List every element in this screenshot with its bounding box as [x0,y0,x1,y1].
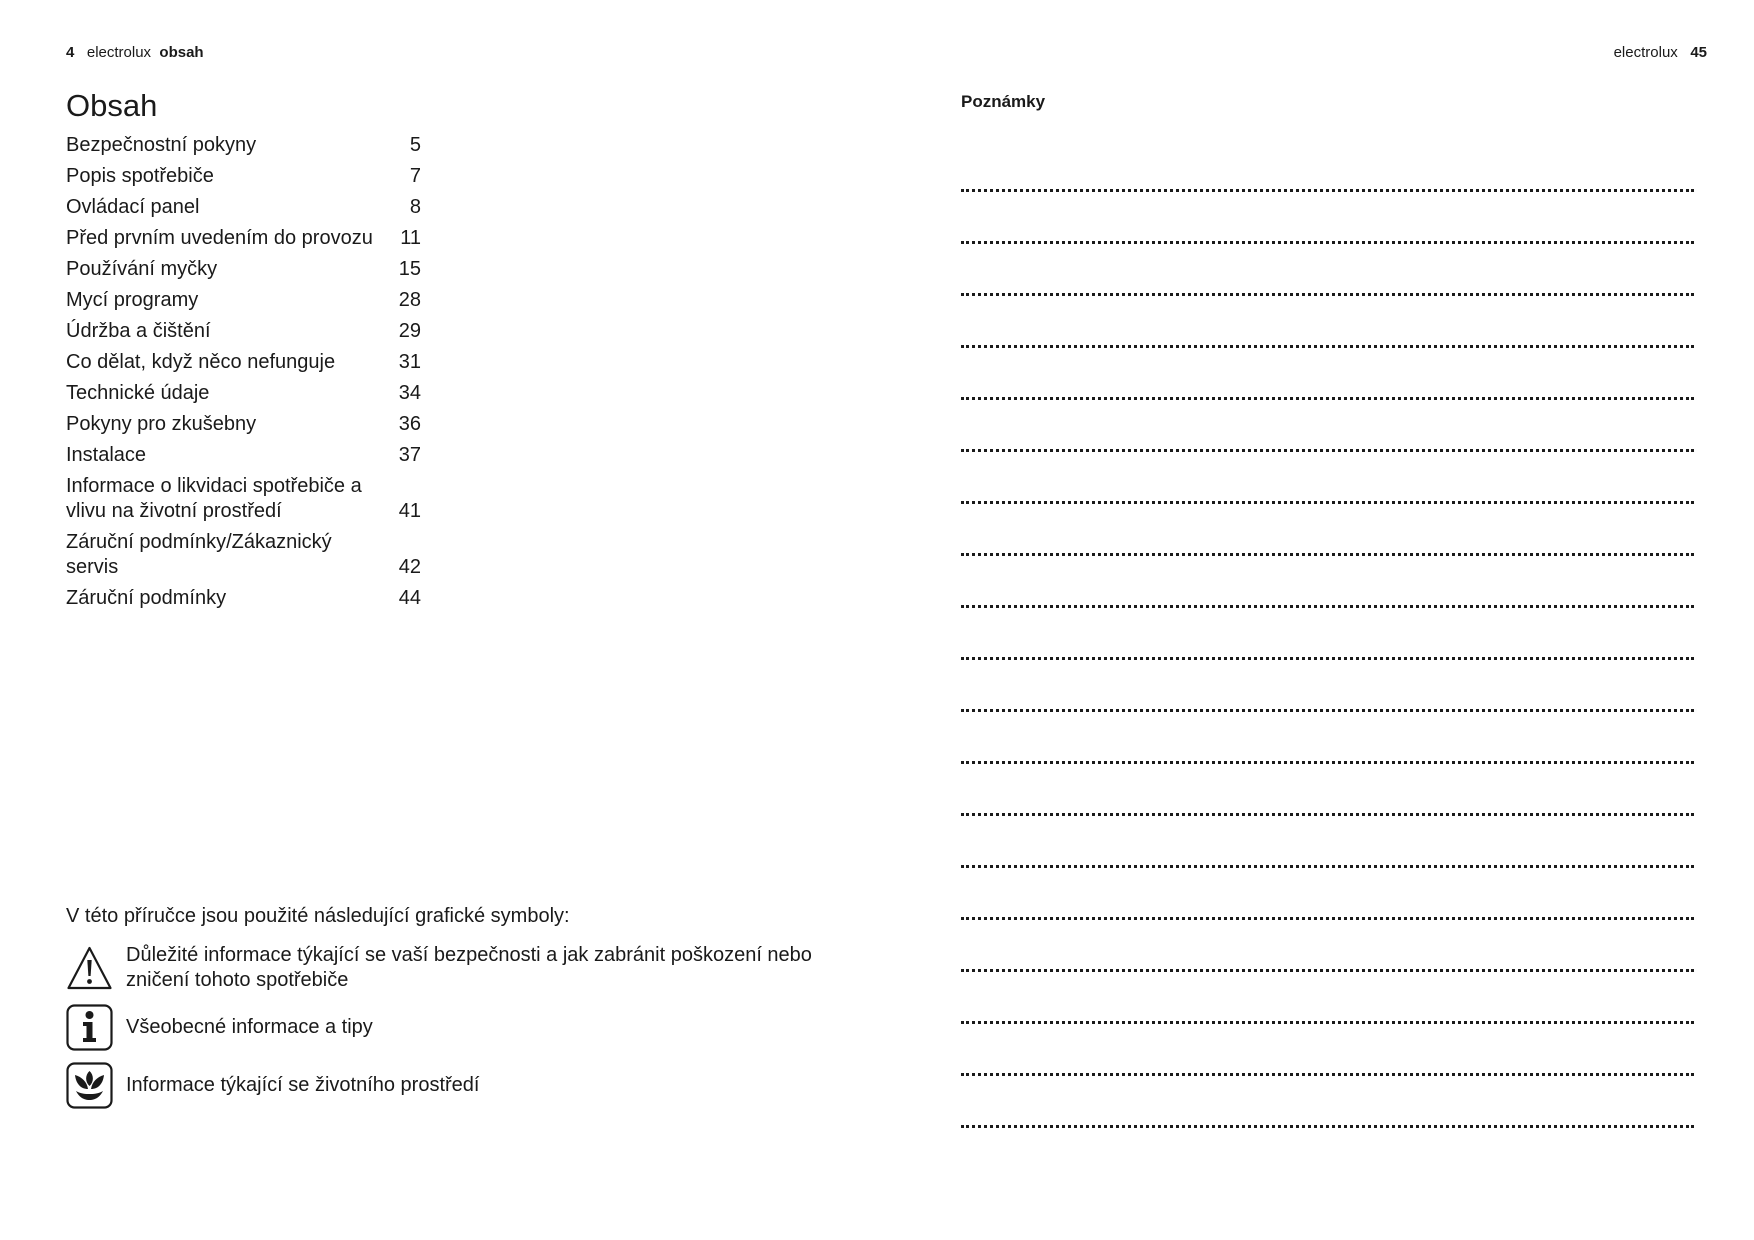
toc-item-label: Pokyny pro zkušebny [66,413,257,435]
symbol-text-info: Všeobecné informace a tipy [126,1016,373,1038]
note-line [961,972,1694,1024]
right-header-brand: electrolux [1613,44,1678,61]
table-of-contents [66,133,421,617]
toc-item-label: Záruční podmínky [66,587,227,609]
toc-item[interactable] [66,226,421,251]
left-page-header [66,44,204,61]
right-page-header [1614,44,1707,61]
toc-item-page: 41 [398,500,421,522]
note-line [961,660,1694,712]
toc-item-label: Bezpečnostní pokyny [66,134,257,156]
note-line [961,1076,1694,1128]
toc-item-page: 7 [409,165,421,187]
toc-item[interactable] [66,288,421,313]
toc-item-label: Ovládací panel [66,196,200,218]
toc-item-page: 31 [398,351,421,373]
toc-item-page: 28 [398,289,421,311]
note-line [961,192,1694,244]
toc-item-label: Před prvním uvedením do provozu [66,227,373,249]
note-line [961,764,1694,816]
note-line [961,712,1694,764]
toc-item-page: 37 [398,444,421,466]
note-line [961,816,1694,868]
toc-item[interactable] [66,443,421,468]
left-header-section: obsah [159,44,204,61]
toc-item-label: Instalace [66,444,147,466]
notes-title: Poznámky [961,92,1046,111]
note-line [961,556,1694,608]
note-line [961,608,1694,660]
toc-item[interactable] [66,530,421,580]
toc-item-page: 5 [409,134,421,156]
toc-item-page: 15 [398,258,421,280]
toc-item-page: 34 [398,382,421,404]
toc-item[interactable] [66,474,421,524]
note-line [961,920,1694,972]
environment-leaf-icon [66,1062,113,1109]
right-page [877,0,1754,1240]
toc-item-label: Záruční podmínky/Zákaznický servis [66,531,332,578]
toc-item-label: Technické údaje [66,382,210,404]
notes-lines [961,140,1694,1128]
note-line [961,348,1694,400]
toc-item-page: 29 [398,320,421,342]
toc-item-label: Popis spotřebiče [66,165,214,187]
toc-item-page: 44 [398,587,421,609]
toc-item[interactable] [66,586,421,611]
note-line [961,1024,1694,1076]
warning-triangle-icon [66,945,113,992]
toc-item-page: 36 [398,413,421,435]
right-page-number: 45 [1690,44,1707,61]
left-page-number: 4 [66,44,75,61]
toc-title: Obsah [66,88,158,123]
toc-item[interactable] [66,164,421,189]
left-header-brand: electrolux [86,44,152,61]
toc-item[interactable] [66,195,421,220]
symbol-text-warning: Důležité informace týkající se vaší bezpečnosti a jak zabránit poškození nebo zničení tohoto spotřebiče [126,944,812,991]
toc-item-label: Co dělat, když něco nefunguje [66,351,336,373]
note-line [961,296,1694,348]
toc-item-label: Mycí programy [66,289,199,311]
note-line [961,504,1694,556]
toc-item-label: Informace o likvidaci spotřebiče a vlivu na životní prostředí [66,475,362,522]
symbol-row-info [66,1004,373,1051]
note-line [961,140,1694,192]
symbol-text-environment: Informace týkající se životního prostředí [126,1074,480,1096]
info-icon [66,1004,113,1051]
note-line [961,400,1694,452]
note-line [961,244,1694,296]
toc-item[interactable] [66,319,421,344]
toc-item[interactable] [66,133,421,158]
toc-item[interactable] [66,381,421,406]
symbols-intro: V této příručce jsou použité následující grafické symboly: [66,905,570,927]
toc-item-label: Údržba a čištění [66,320,211,342]
symbol-row-environment [66,1062,480,1109]
toc-item[interactable] [66,412,421,437]
toc-item-page: 42 [398,556,421,578]
note-line [961,452,1694,504]
toc-item[interactable] [66,350,421,375]
toc-item-page: 8 [409,196,421,218]
toc-item[interactable] [66,257,421,282]
toc-item-page: 11 [400,227,421,249]
symbol-row-warning [66,943,826,993]
note-line [961,868,1694,920]
toc-item-label: Používání myčky [66,258,218,280]
